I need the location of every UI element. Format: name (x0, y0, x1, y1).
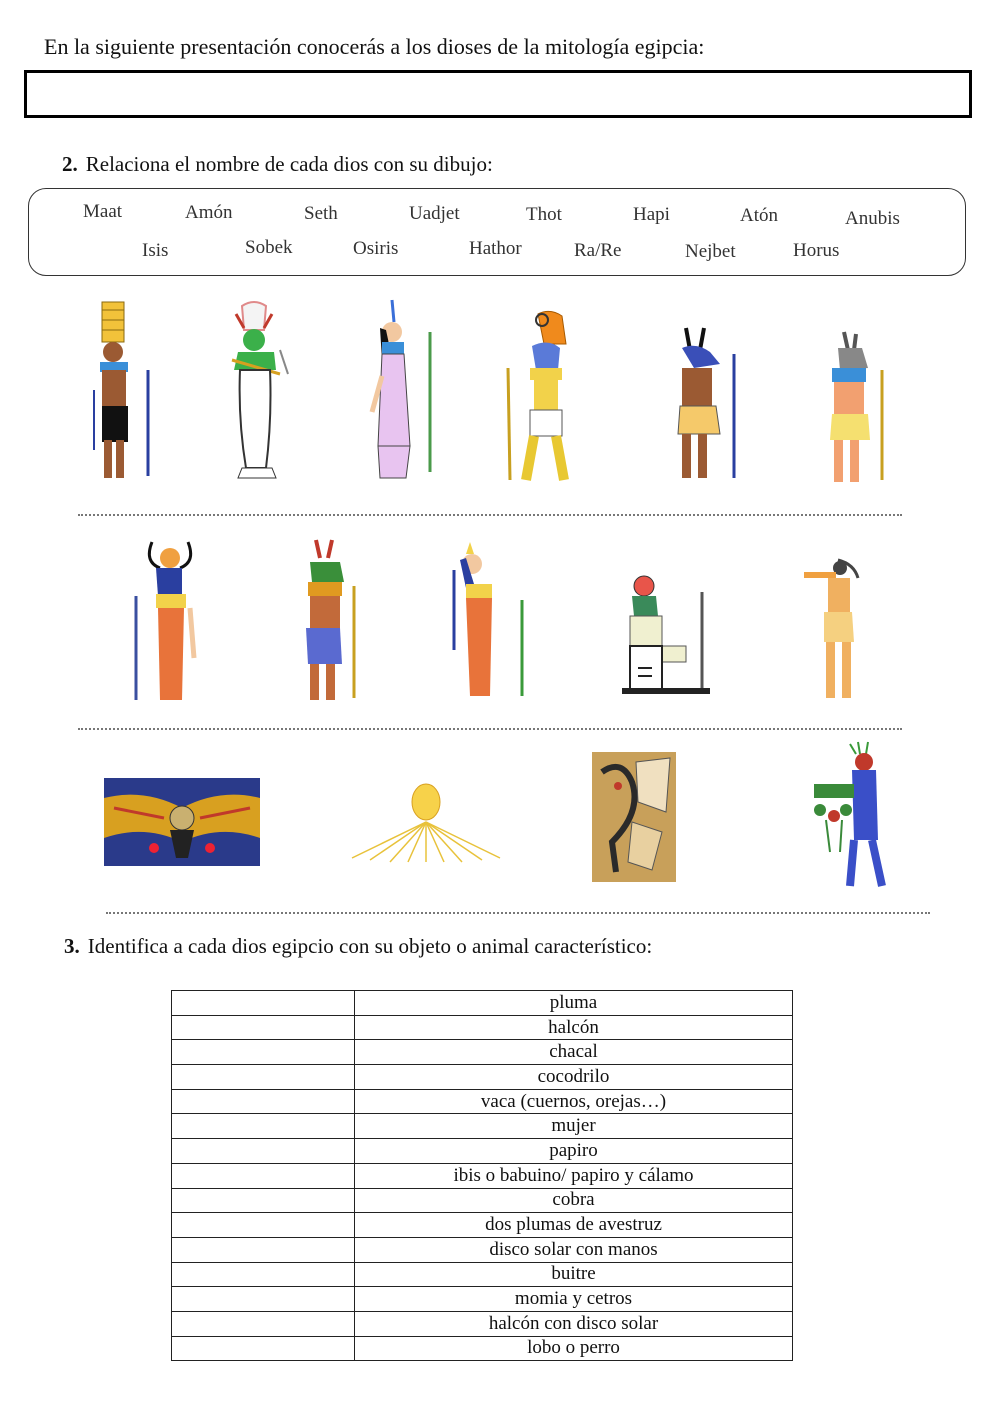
table-row (172, 1139, 793, 1164)
clue-cell: vaca (cuernos, orejas…) (355, 1089, 793, 1114)
table-row (172, 1311, 793, 1336)
god-figure-uadjet (592, 752, 676, 882)
answer-cell[interactable] (172, 1237, 355, 1262)
god-figure-nejbet (104, 778, 260, 866)
word-bank (28, 188, 966, 276)
god-figure-horus (498, 308, 586, 484)
answer-cell[interactable] (172, 1163, 355, 1188)
word-isis[interactable]: Isis (142, 240, 169, 261)
clue-cell: pluma (355, 991, 793, 1016)
table-row (172, 1188, 793, 1213)
answer-cell[interactable] (172, 1089, 355, 1114)
table-row (172, 1262, 793, 1287)
god-figure-thot (798, 556, 868, 704)
word-horus[interactable]: Horus (793, 240, 840, 261)
clue-cell: dos plumas de avestruz (355, 1213, 793, 1238)
table-row (172, 1040, 793, 1065)
god-figure-sobek (294, 536, 366, 704)
table-row (172, 1065, 793, 1090)
word-amon[interactable]: Amón (185, 202, 233, 223)
question-3-heading (64, 934, 652, 959)
god-figure-amon (88, 300, 160, 482)
clue-cell: buitre (355, 1262, 793, 1287)
table-row (172, 1015, 793, 1040)
table-row (172, 1336, 793, 1361)
word-ra-re[interactable]: Ra/Re (574, 240, 622, 261)
answer-cell[interactable] (172, 1287, 355, 1312)
answer-cell[interactable] (172, 1015, 355, 1040)
word-anubis[interactable]: Anubis (845, 208, 900, 229)
answer-cell[interactable] (172, 1213, 355, 1238)
word-sobek[interactable]: Sobek (245, 237, 293, 258)
table-row (172, 1089, 793, 1114)
god-figure-ra (616, 572, 714, 696)
clue-cell: ibis o babuino/ papiro y cálamo (355, 1163, 793, 1188)
divider-row-2 (78, 728, 902, 730)
god-figure-osiris (218, 300, 302, 482)
god-figure-aton (350, 780, 502, 864)
question-3-number: 3. (64, 934, 80, 958)
god-figure-hathor (130, 538, 210, 706)
word-thot[interactable]: Thot (526, 204, 562, 225)
answer-cell[interactable] (172, 1139, 355, 1164)
god-figure-seth (664, 324, 744, 484)
word-hapi[interactable]: Hapi (633, 204, 670, 225)
table-row (172, 1287, 793, 1312)
matching-table (171, 990, 793, 1361)
answer-cell[interactable] (172, 1188, 355, 1213)
table-row (172, 991, 793, 1016)
clue-cell: halcón con disco solar (355, 1311, 793, 1336)
word-seth[interactable]: Seth (304, 203, 338, 224)
word-hathor[interactable]: Hathor (469, 238, 522, 259)
divider-row-3 (106, 912, 930, 914)
table-row (172, 1114, 793, 1139)
answer-cell[interactable] (172, 1336, 355, 1361)
clue-cell: halcón (355, 1015, 793, 1040)
clue-cell: cocodrilo (355, 1065, 793, 1090)
answer-cell[interactable] (172, 1114, 355, 1139)
god-figure-isis (444, 540, 528, 702)
answer-cell[interactable] (172, 1065, 355, 1090)
question-2-heading (62, 152, 493, 177)
clue-cell: mujer (355, 1114, 793, 1139)
clue-cell: lobo o perro (355, 1336, 793, 1361)
answer-cell[interactable] (172, 1040, 355, 1065)
clue-cell: chacal (355, 1040, 793, 1065)
table-row (172, 1163, 793, 1188)
divider-row-1 (78, 514, 902, 516)
answer-cell[interactable] (172, 1262, 355, 1287)
intro-text: En la siguiente presentación conocerás a los dioses de la mitología egipcia: (44, 34, 705, 59)
answer-box[interactable] (24, 70, 972, 118)
table-row (172, 1237, 793, 1262)
answer-cell[interactable] (172, 991, 355, 1016)
question-2-text: Relaciona el nombre de cada dios con su dibujo: (85, 152, 493, 176)
word-uadjet[interactable]: Uadjet (409, 203, 460, 224)
god-figure-maat (362, 296, 442, 482)
clue-cell: momia y cetros (355, 1287, 793, 1312)
clue-cell: disco solar con manos (355, 1237, 793, 1262)
god-figure-hapi (806, 740, 892, 890)
clue-cell: cobra (355, 1188, 793, 1213)
answer-cell[interactable] (172, 1311, 355, 1336)
question-2-number: 2. (62, 152, 78, 176)
question-3-text: Identifica a cada dios egipcio con su objeto o animal característico: (87, 934, 653, 958)
word-osiris[interactable]: Osiris (353, 238, 399, 259)
word-aton[interactable]: Atón (740, 205, 778, 226)
word-nejbet[interactable]: Nejbet (685, 241, 736, 262)
god-figure-anubis (818, 330, 890, 486)
clue-cell: papiro (355, 1139, 793, 1164)
word-maat[interactable]: Maat (83, 201, 123, 222)
table-row (172, 1213, 793, 1238)
